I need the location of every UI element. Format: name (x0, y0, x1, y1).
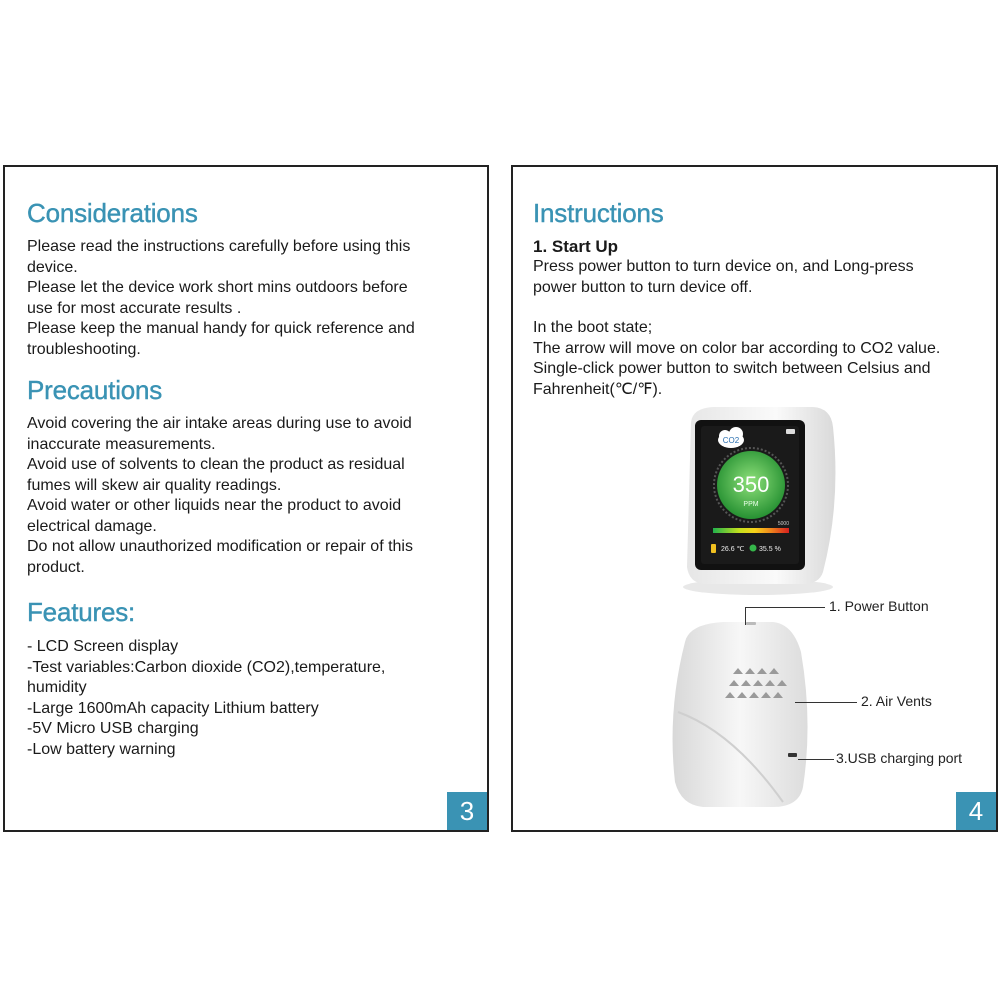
precautions-text (27, 414, 472, 578)
text-line: Do not allow unauthorized modification or repair of this (27, 538, 413, 555)
features-heading: Features: (27, 597, 136, 627)
precautions-heading: Precautions (27, 375, 163, 405)
scale-max-label: 5000 (777, 521, 789, 527)
text-line: Fahrenheit(℃/℉). (533, 380, 663, 398)
considerations-text (27, 237, 472, 360)
start-up-subheading: 1. Start Up (533, 237, 619, 256)
thermometer-icon (711, 544, 716, 553)
humidity-icon (750, 545, 757, 552)
power-button-leader (745, 607, 825, 608)
feature-item: -Test variables:Carbon dioxide (CO2),temperature, (27, 658, 386, 676)
text-line: product. (27, 558, 85, 576)
feature-item: -5V Micro USB charging (27, 720, 199, 737)
text-line: Single-click power button to switch between Celsius and (533, 360, 931, 377)
text-line: fumes will skew air quality readings. (27, 476, 282, 494)
device-back-image (663, 612, 823, 812)
feature-item: - LCD Screen display (27, 638, 179, 655)
text-line: The arrow will move on color bar according to CO2 value. (533, 339, 941, 357)
text-line: device. (27, 258, 78, 276)
feature-item: -Low battery warning (27, 740, 176, 758)
text-line: inaccurate measurements. (27, 435, 216, 453)
device-front-image (673, 402, 843, 602)
feature-item: humidity (27, 679, 87, 696)
usb-port-leader (798, 759, 834, 760)
power-button-callout: 1. Power Button (829, 598, 929, 614)
feature-item: -Large 1600mAh capacity Lithium battery (27, 699, 319, 717)
manual-page-3 (3, 165, 489, 832)
screen-co2-value: 350 (732, 472, 770, 497)
start-up-text (533, 257, 983, 298)
text-line: Please keep the manual handy for quick reference and (27, 320, 415, 337)
text-line: Press power button to turn device on, and Long-press (533, 258, 914, 275)
screen-humidity: 35.5 % (759, 546, 781, 553)
power-button-icon (746, 622, 756, 625)
considerations-heading: Considerations (27, 198, 198, 228)
battery-icon (786, 429, 795, 434)
page-number: 4 (956, 792, 996, 830)
features-list (27, 637, 472, 760)
text-line: troubleshooting. (27, 340, 141, 358)
screen-unit: PPM (743, 501, 759, 508)
boot-state-text (533, 318, 988, 400)
power-button-leader-drop (745, 607, 746, 625)
co2-color-bar (713, 528, 789, 533)
text-line: Avoid use of solvents to clean the product as residual (27, 456, 405, 473)
text-line: Avoid covering the air intake areas during use to avoid (27, 415, 412, 432)
manual-page-4 (511, 165, 998, 832)
text-line: Please read the instructions carefully before using this (27, 238, 411, 255)
instructions-heading: Instructions (533, 198, 664, 228)
text-line: Avoid water or other liquids near the product to avoid (27, 497, 402, 514)
usb-port-callout: 3.USB charging port (836, 750, 963, 766)
text-line: In the boot state; (533, 319, 653, 336)
screen-temperature: 26.6 ℃ (721, 546, 745, 553)
text-line: power button to turn device off. (533, 278, 753, 296)
usb-port-icon (788, 753, 797, 757)
screen-logo: CO2 (722, 436, 740, 445)
text-line: electrical damage. (27, 517, 157, 535)
page-number: 3 (447, 792, 487, 830)
text-line: Please let the device work short mins outdoors before (27, 279, 408, 296)
air-vents-callout: 2. Air Vents (861, 693, 932, 709)
air-vents-leader (795, 702, 857, 703)
text-line: use for most accurate results . (27, 299, 242, 317)
